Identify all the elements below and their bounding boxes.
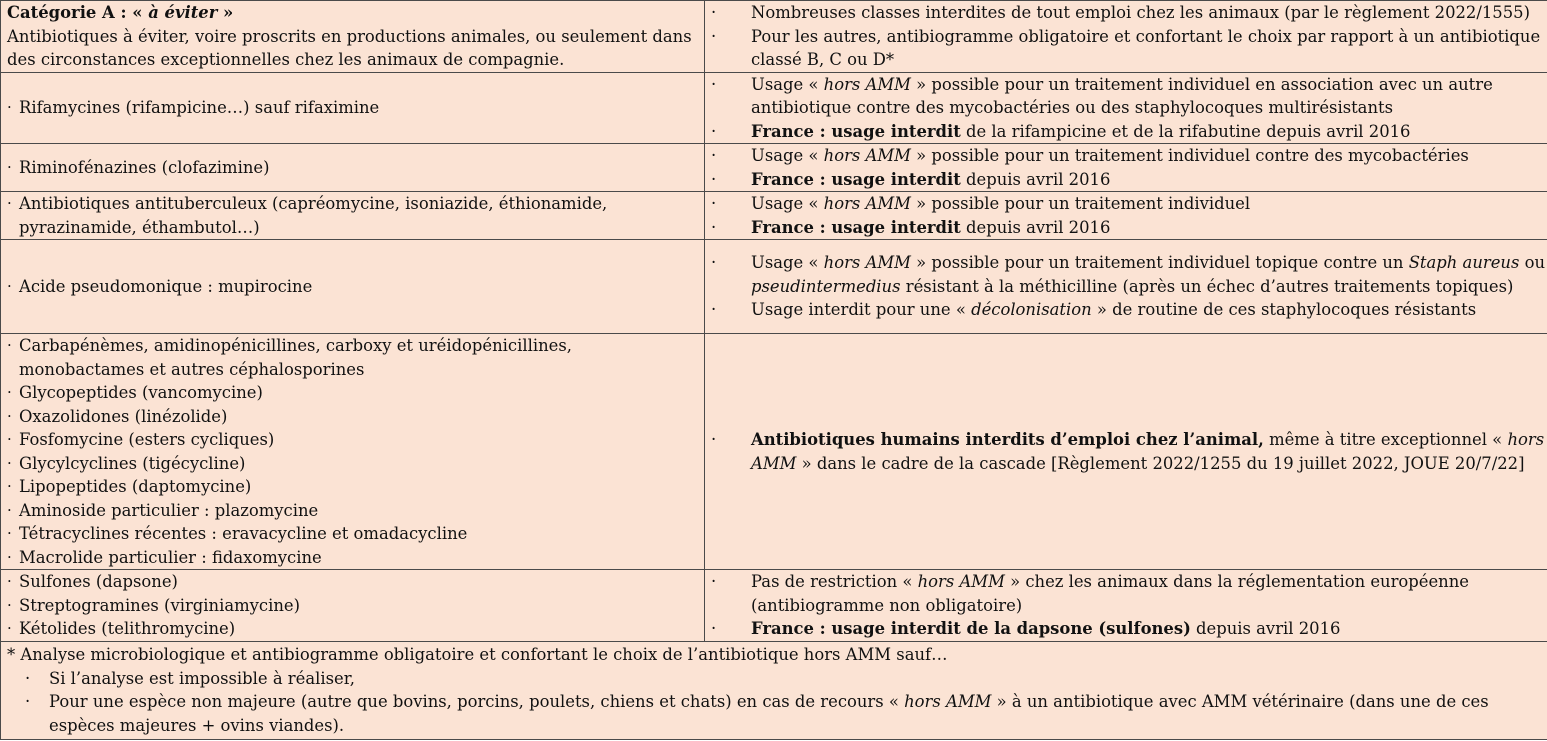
- rule-item: · France : usage interdit de la dapsone (sulfones) depuis avril 2016: [711, 619, 1341, 638]
- footnote-text: * Analyse microbiologique et antibiogramme obligatoire et confortant le choix de l’antibiotique hors AMM sauf…: [7, 645, 948, 664]
- antibiotic-cell: [1, 192, 705, 240]
- footer-row: [1, 641, 1547, 739]
- category-title: Catégorie A : « à éviter »: [7, 3, 234, 22]
- list-item: · Aminoside particulier : plazomycine: [7, 500, 319, 520]
- list-item: · Rifamycines (rifampicine…) sauf rifaximine: [7, 98, 380, 117]
- footnote-cell: [1, 641, 1547, 739]
- table-row: [1, 334, 1547, 570]
- footnote-item: · Si l’analyse est impossible à réaliser,: [25, 668, 355, 688]
- antibiotic-cell: [1, 144, 705, 192]
- category-header-cell: [1, 1, 705, 73]
- rules-cell: [705, 570, 1547, 642]
- list-item: · Glycylcyclines (tigécycline): [7, 453, 246, 473]
- list-item: · Riminofénazines (clofazimine): [7, 157, 270, 177]
- summary-item: · Pour les autres, antibiogramme obligatoire et confortant le choix par rapport à un antibiotique classé B, C ou D*: [711, 26, 1541, 69]
- list-item: · Kétolides (telithromycine): [7, 619, 236, 638]
- list-item: · Tétracyclines récentes : eravacycline et omadacycline: [7, 524, 468, 543]
- header-row: [1, 1, 1547, 73]
- antibiotic-cell: [1, 570, 705, 642]
- rule-item: · France : usage interdit de la rifampicine et de la rifabutine depuis avril 2016: [711, 121, 1411, 141]
- rules-cell: [705, 72, 1547, 144]
- rule-item: · Antibiotiques humains interdits d’emploi chez l’animal, même à titre exceptionnel « hors AMM » dans le cadre de la cascade [Règlement 2022/1255 du 19 juillet 2022, JOUE 20/7/22]: [711, 430, 1545, 473]
- list-item: · Antibiotiques antituberculeux (capréomycine, isoniazide, éthionamide, pyrazinamide, éthambutol…): [7, 194, 608, 237]
- rules-cell: [705, 144, 1547, 192]
- antibiotic-cell: [1, 240, 705, 334]
- rule-item: · Usage « hors AMM » possible pour un traitement individuel: [711, 194, 1251, 213]
- table-row: [1, 144, 1547, 192]
- list-item: · Acide pseudomonique : mupirocine: [7, 276, 313, 296]
- antibiotic-cell: [1, 334, 705, 570]
- category-description: Antibiotiques à éviter, voire proscrits en productions animales, ou seulement dans des circonstances exceptionnelles chez les animaux de compagnie.: [7, 26, 692, 69]
- rules-cell: [705, 192, 1547, 240]
- list-item: · Macrolide particulier : fidaxomycine: [7, 547, 322, 567]
- footnote-item: · Pour une espèce non majeure (autre que bovins, porcins, poulets, chiens et chats) en cas de recours « hors AMM » à un antibiotique avec AMM vétérinaire (dans une de ces espèces majeures + ovins viandes).: [25, 692, 1489, 735]
- summary-item: · Nombreuses classes interdites de tout emploi chez les animaux (par le règlement 2022/1555): [711, 3, 1530, 22]
- list-item: · Glycopeptides (vancomycine): [7, 383, 263, 402]
- table-row: [1, 240, 1547, 334]
- list-item: · Carbapénèmes, amidinopénicillines, carboxy et uréidopénicillines, monobactames et autres céphalosporines: [7, 336, 572, 379]
- list-item: · Oxazolidones (linézolide): [7, 406, 228, 426]
- table-row: [1, 72, 1547, 144]
- rule-item: · Usage « hors AMM » possible pour un traitement individuel contre des mycobactéries: [711, 146, 1469, 165]
- rule-item: · Usage « hors AMM » possible pour un traitement individuel topique contre un Staph aureus ou pseudintermedius résistant à la méthicilline (après un échec d’autres traitements topiques): [711, 253, 1546, 296]
- table-row: [1, 570, 1547, 642]
- rule-item: · France : usage interdit depuis avril 2016: [711, 169, 1111, 189]
- rule-item: · Usage interdit pour une « décolonisation » de routine de ces staphylocoques résistants: [711, 300, 1477, 320]
- rules-cell: [705, 334, 1547, 570]
- antibiotic-cell: [1, 72, 705, 144]
- rules-cell: [705, 240, 1547, 334]
- rule-item: · Usage « hors AMM » possible pour un traitement individuel en association avec un autre antibiotique contre des mycobactéries ou des staphylocoques multirésistants: [711, 74, 1493, 117]
- list-item: · Streptogramines (virginiamycine): [7, 595, 300, 615]
- table-row: [1, 192, 1547, 240]
- list-item: · Fosfomycine (esters cycliques): [7, 430, 275, 449]
- list-item: · Sulfones (dapsone): [7, 572, 178, 591]
- rule-item: · France : usage interdit depuis avril 2016: [711, 217, 1111, 237]
- category-summary-cell: [705, 1, 1547, 73]
- rule-item: · Pas de restriction « hors AMM » chez les animaux dans la réglementation européenne (antibiogramme non obligatoire): [711, 572, 1469, 615]
- list-item: · Lipopeptides (daptomycine): [7, 477, 252, 496]
